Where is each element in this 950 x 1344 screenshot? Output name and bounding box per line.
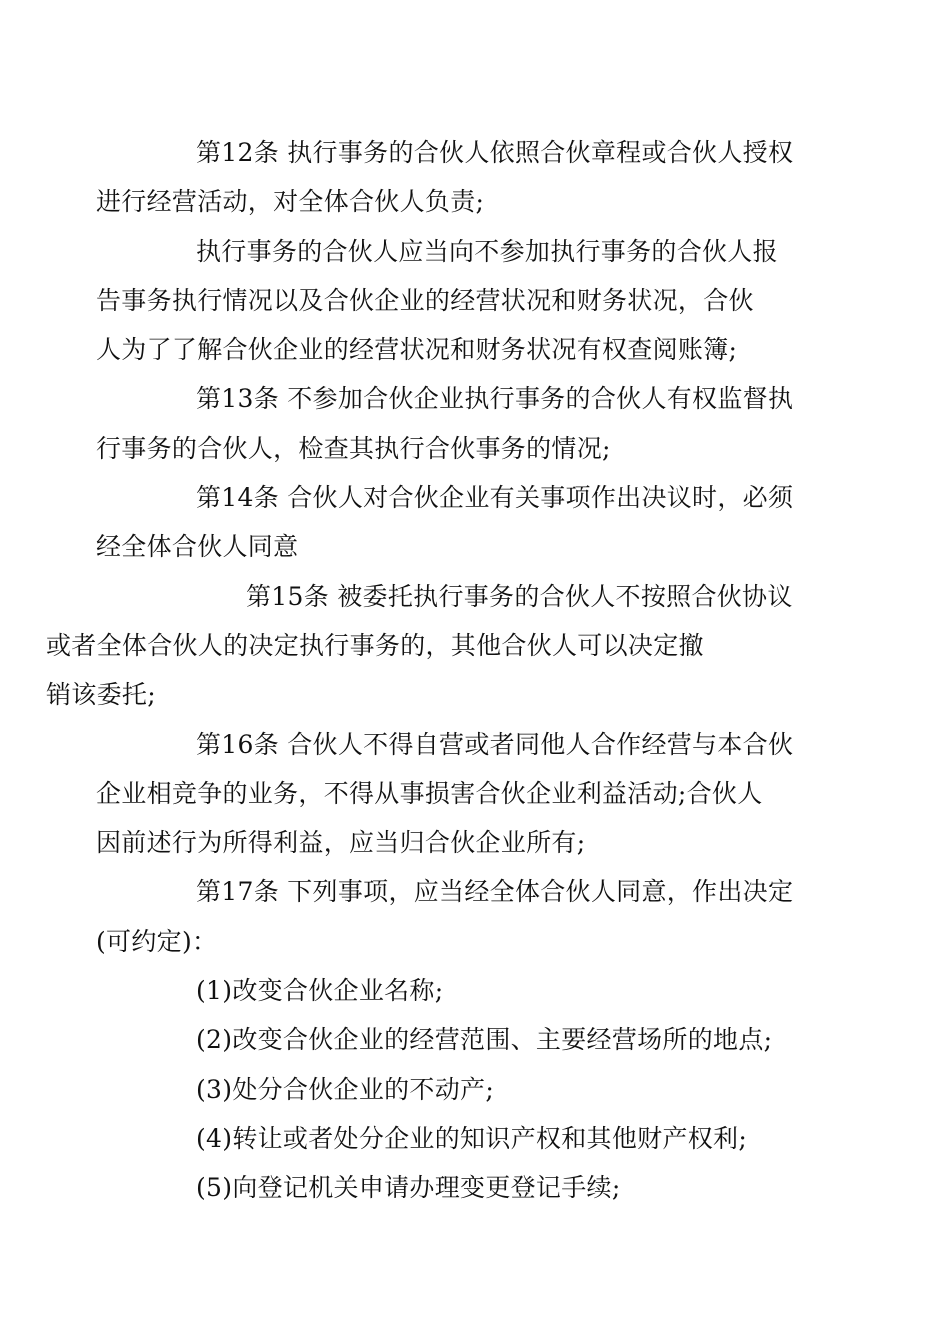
- text-line: 行事务的合伙人，检查其执行合伙事务的情况;: [96, 433, 611, 463]
- article-14-paragraph: [96, 473, 810, 572]
- list-item-3: [146, 1065, 810, 1114]
- text-line: (1)改变合伙企业名称;: [196, 976, 444, 1006]
- text-line: 告事务执行情况以及合伙企业的经营状况和财务状况，合伙: [96, 285, 754, 315]
- text-line: 销该委托;: [46, 680, 156, 710]
- list-item-2: [146, 1015, 810, 1064]
- text-line: (5)向登记机关申请办理变更登记手续;: [196, 1173, 621, 1203]
- text-line: 第14条 合伙人对合伙企业有关事项作出决议时，必须: [196, 483, 794, 513]
- text-line: 因前述行为所得利益，应当归合伙企业所有;: [96, 828, 586, 858]
- article-17-paragraph: [96, 867, 810, 966]
- text-line: 第16条 合伙人不得自营或者同他人合作经营与本合伙: [196, 729, 794, 759]
- article-12-continuation-paragraph: [96, 227, 810, 375]
- text-line: 第15条 被委托执行事务的合伙人不按照合伙协议: [246, 581, 793, 611]
- text-line: 第13条 不参加合伙企业执行事务的合伙人有权监督执: [196, 384, 794, 414]
- text-line: (2)改变合伙企业的经营范围、主要经营场所的地点;: [196, 1025, 773, 1055]
- text-line: 企业相竞争的业务，不得从事损害合伙企业利益活动;合伙人: [96, 778, 763, 808]
- list-item-4: [146, 1114, 810, 1163]
- text-line: (可约定)：: [96, 926, 218, 956]
- text-line: 或者全体合伙人的决定执行事务的，其他合伙人可以决定撤: [46, 630, 704, 660]
- text-line: (3)处分合伙企业的不动产;: [196, 1074, 495, 1104]
- text-line: (4)转让或者处分企业的知识产权和其他财产权利;: [196, 1123, 748, 1153]
- article-13-paragraph: [96, 374, 810, 473]
- article-12-paragraph: [96, 128, 810, 227]
- text-line: 第12条 执行事务的合伙人依照合伙章程或合伙人授权: [196, 138, 794, 167]
- list-item-1: [146, 966, 810, 1015]
- text-line: 第17条 下列事项，应当经全体合伙人同意，作出决定: [196, 877, 794, 907]
- article-15-paragraph: [46, 572, 810, 720]
- text-line: 进行经营活动，对全体合伙人负责;: [96, 187, 485, 217]
- article-16-paragraph: [96, 720, 810, 868]
- text-line: 人为了了解合伙企业的经营状况和财务状况有权查阅账簿;: [96, 335, 738, 365]
- document-body: [46, 128, 810, 1213]
- list-item-5: [146, 1163, 810, 1212]
- text-line: 经全体合伙人同意: [96, 532, 299, 562]
- text-line: 执行事务的合伙人应当向不参加执行事务的合伙人报: [196, 236, 778, 266]
